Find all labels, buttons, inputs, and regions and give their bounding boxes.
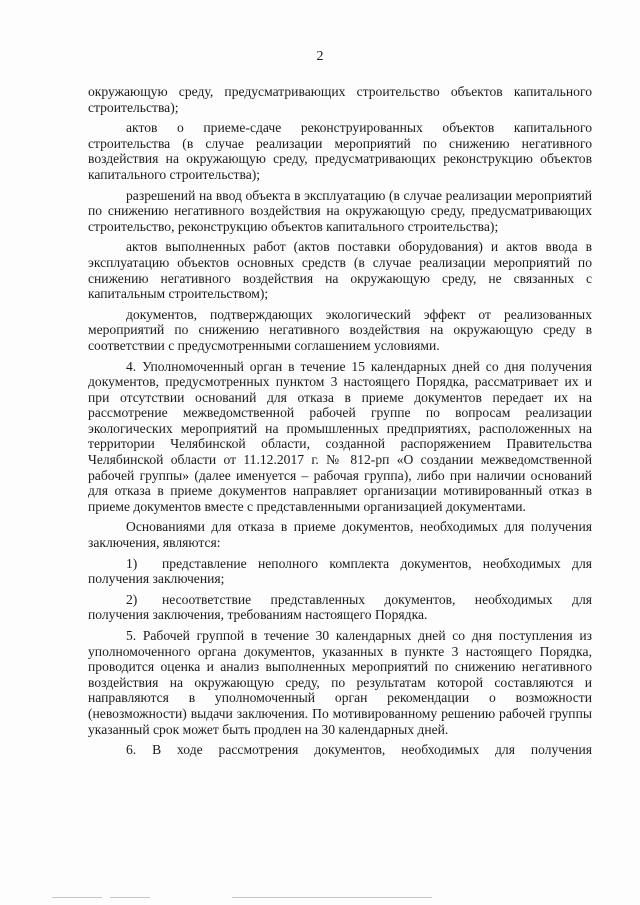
list-text-2: несоответствие представленных документов, необходимых для получения заключения, требованиям настоящего Порядка. bbox=[88, 591, 592, 623]
list-item-2 bbox=[88, 592, 592, 623]
scan-artifact bbox=[110, 897, 150, 898]
paragraph-refusal-grounds: Основаниями для отказа в приеме документов, необходимых для получения заключения, являются: bbox=[88, 519, 592, 551]
paragraph-item-4: 4. Уполномоченный орган в течение 15 календарных дней со дня получения документов, предусмотренных пунктом 3 настоящего Порядка, рассматривает их и при отсутствии оснований для отказа в приеме документов передает их на рассмотрение межведомственной рабочей группе по вопросам реализации экологических мероприятий на промышленных предприятиях, расположенных на территории Челябинской области, созданной распоряжением Правительства Челябинской области от 11.12.2017 г. № 812-рп «О создании межведомственной рабочей группы» (далее именуется – рабочая группа), либо при наличии оснований для отказа в приеме документов направляет организации мотивированный отказ в приеме документов вместе с представленными организацией документами. bbox=[88, 358, 592, 514]
page-number: 2 bbox=[316, 49, 324, 64]
paragraph-eco-effect-documents: документов, подтверждающих экологический эффект от реализованных мероприятий по снижению негативного воздействия на окружающую среду в соответствии с предусмотренными соглашением условиями. bbox=[88, 306, 592, 353]
paragraph-item-6: 6. В ходе рассмотрения документов, необходимых для получения bbox=[126, 742, 592, 758]
list-number-1: 1) bbox=[126, 555, 138, 571]
document-body bbox=[88, 84, 592, 763]
list-number-2: 2) bbox=[126, 591, 138, 607]
list-item-1 bbox=[88, 556, 592, 587]
scan-artifact bbox=[232, 897, 432, 898]
paragraph-acts-reconstruction: актов о приеме-сдаче реконструированных объектов капитального строительства (в случае реализации мероприятий по снижению негативного воздействия на окружающую среду, предусматривающих реконструкцию объектов капитального строительства); bbox=[88, 120, 592, 182]
paragraph-commissioning-permits: разрешений на ввод объекта в эксплуатацию (в случае реализации мероприятий по снижению негативного воздействия на окружающую среду, предусматривающих строительство, реконструкцию объектов капитального строительства); bbox=[88, 187, 592, 234]
paragraph-item-5: 5. Рабочей группой в течение 30 календарных дней со дня поступления из уполномоченного органа документов, указанных в пункте 3 настоящего Порядка, проводится оценка и анализ выполненных мероприятий по снижению негативного воздействия на окружающую среду, по результатам которой составляются и направляются в уполномоченный орган рекомендации о возможности (невозможности) выдачи заключения. По мотивированному решению рабочей группы указанный срок может быть продлен на 30 календарных дней. bbox=[88, 628, 592, 737]
scan-artifact bbox=[52, 897, 102, 898]
list-text-1: представление неполного комплекта документов, необходимых для получения заключения; bbox=[88, 555, 592, 587]
paragraph-completed-works-acts: актов выполненных работ (актов поставки оборудования) и актов ввода в эксплуатацию объектов основных средств (в случае реализации мероприятий по снижению негативного воздействия на окружающую среду, не связанных с капитальным строительством); bbox=[88, 239, 592, 302]
paragraph-continuation: окружающую среду, предусматривающих строительство объектов капитального строительства); bbox=[88, 84, 592, 115]
